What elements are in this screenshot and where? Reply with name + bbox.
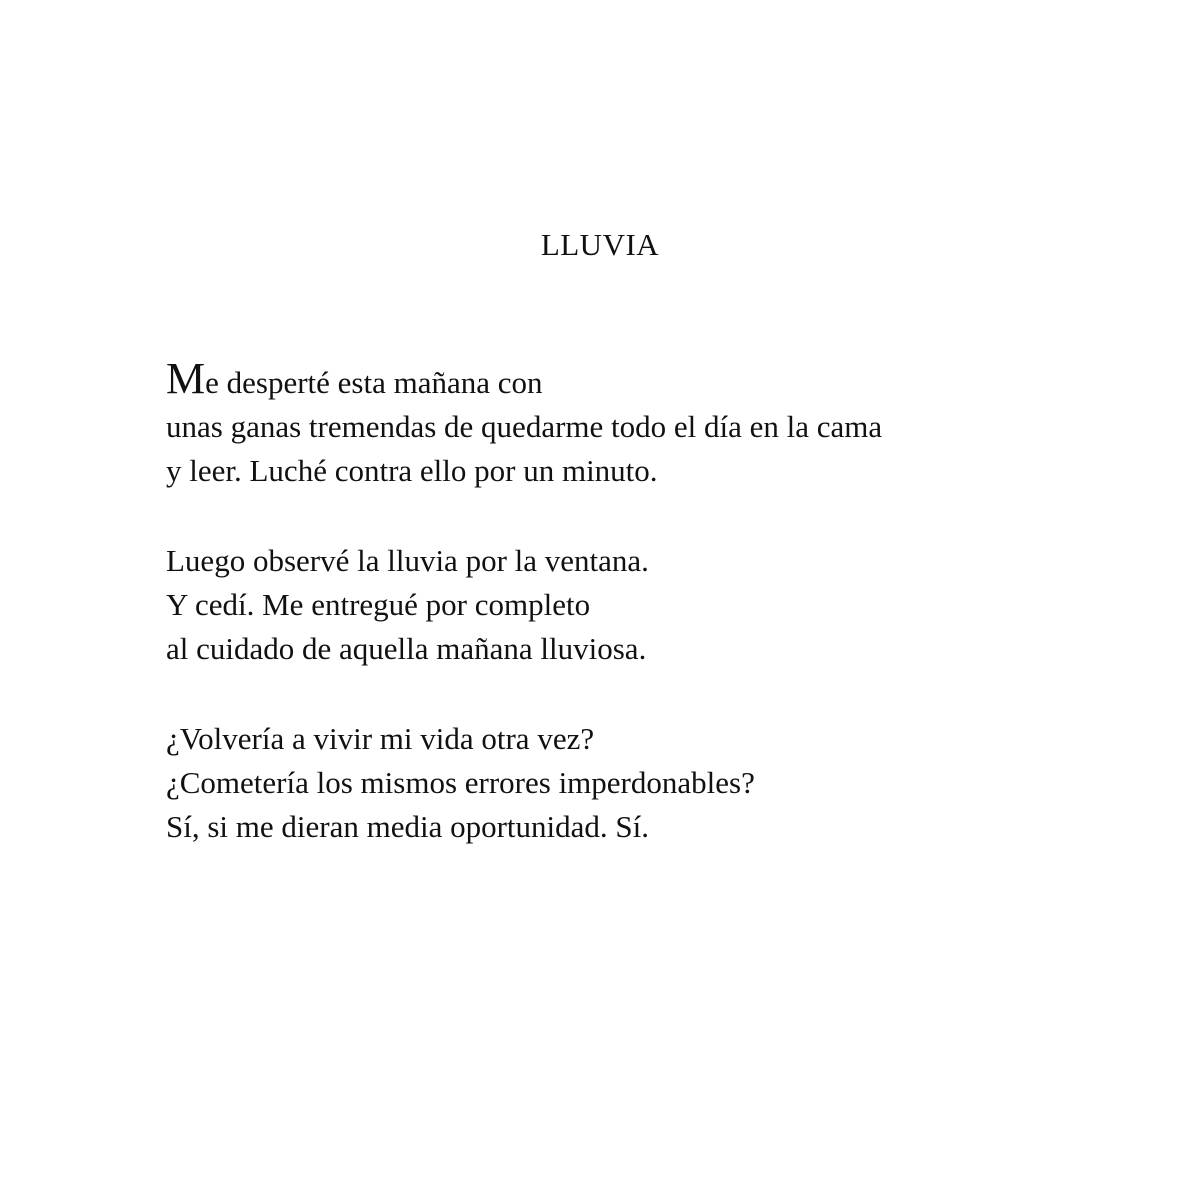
poem-line: Sí, si me dieran media oportunidad. Sí.: [166, 809, 650, 844]
poem-line: Y cedí. Me entregué por completo: [166, 587, 591, 622]
poem-body: [166, 354, 1126, 895]
poem-line: al cuidado de aquella mañana lluviosa.: [166, 631, 647, 666]
first-line-text: e desperté esta mañana con: [205, 365, 543, 400]
poem-title: LLUVIA: [540, 227, 660, 262]
stanza-3: [166, 717, 1126, 849]
poem-line: ¿Cometería los mismos errores imperdonables?: [166, 765, 755, 800]
poem-line: [166, 354, 1126, 405]
stanza-1: [166, 354, 1126, 493]
poem-line: y leer. Luché contra ello por un minuto.: [166, 453, 658, 488]
poem-line: ¿Volvería a vivir mi vida otra vez?: [166, 721, 595, 756]
poem-line: unas ganas tremendas de quedarme todo el día en la cama: [166, 409, 883, 444]
drop-cap: M: [166, 354, 206, 403]
poem-line: Luego observé la lluvia por la ventana.: [166, 543, 649, 578]
stanza-2: [166, 539, 1126, 671]
